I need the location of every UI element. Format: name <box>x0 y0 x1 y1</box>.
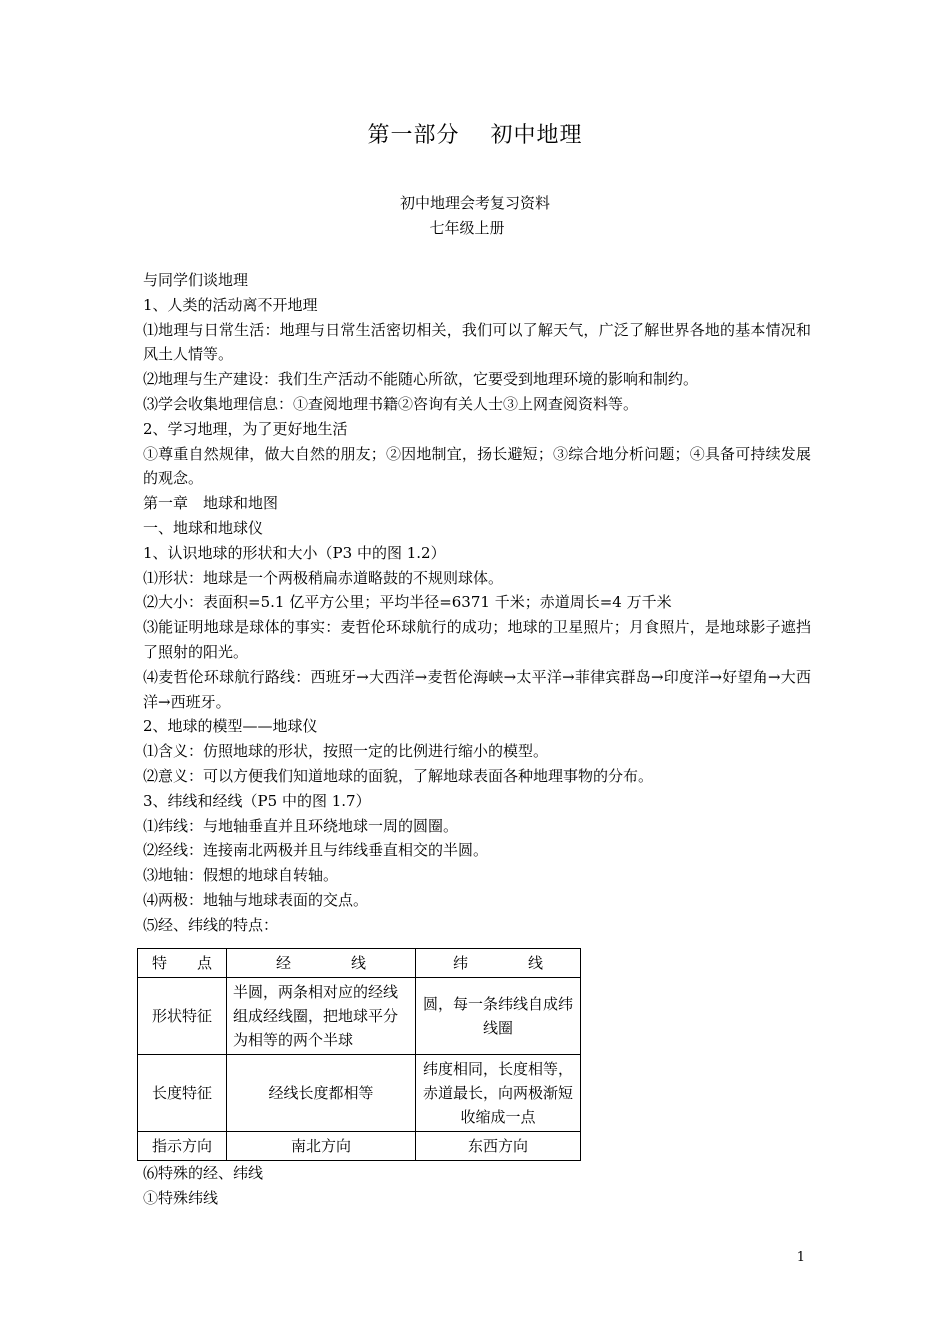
table-header-row <box>138 949 581 978</box>
feature-table <box>137 948 581 1161</box>
table-header-cell: 纬 线 <box>416 949 581 978</box>
table-header-cell: 经 线 <box>227 949 416 978</box>
table-cell: 圆，每一条纬线自成纬线圈 <box>416 978 581 1055</box>
after-table-text <box>143 1161 811 1211</box>
table-cell: 半圆，两条相对应的经线组成经线圈，把地球平分为相等的两个半球 <box>227 978 416 1055</box>
table-cell: 南北方向 <box>227 1132 416 1161</box>
subheading: 1、人类的活动离不开地理 <box>143 295 318 314</box>
paragraph: ⑴形状：地球是一个两极稍扁赤道略鼓的不规则球体。 <box>143 568 504 587</box>
paragraph: ⑶地轴：假想的地球自转轴。 <box>143 866 339 885</box>
paragraph: ①特殊纬线 <box>143 1189 219 1207</box>
paragraph: ⑹特殊的经、纬线 <box>143 1164 264 1182</box>
page-number: 1 <box>796 1250 805 1265</box>
title-name: 初中地理 <box>490 123 583 148</box>
paragraph: ⑶学会收集地理信息：①查阅地理书籍②咨询有关人士③上网查阅资料等。 <box>143 394 639 413</box>
table-cell: 指示方向 <box>138 1132 227 1161</box>
table-cell: 形状特征 <box>138 978 227 1055</box>
paragraph: ⑴纬线：与地轴垂直并且环绕地球一周的圆圈。 <box>143 816 459 835</box>
table-cell: 长度特征 <box>138 1055 227 1132</box>
paragraph: ①尊重自然规律，做大自然的朋友；②因地制宜，扬长避短；③综合地分析问题；④具备可持续发展的观念。 <box>143 444 811 488</box>
subheading: 2、学习地理，为了更好地生活 <box>143 419 348 438</box>
subheading: 3、纬线和经线（P5 中的图 1.7） <box>143 791 371 810</box>
paragraph: ⑸经、纬线的特点： <box>143 915 279 934</box>
paragraph: ⑴地理与日常生活：地理与日常生活密切相关，我们可以了解天气，广泛了解世界各地的基本情况和风土人情等。 <box>143 320 811 364</box>
section-heading: 一、地球和地球仪 <box>143 518 264 537</box>
table-row <box>138 978 581 1055</box>
paragraph: ⑵经线：连接南北两极并且与纬线垂直相交的半圆。 <box>143 841 489 860</box>
table-header-cell: 特 点 <box>138 949 227 978</box>
paragraph: ⑷麦哲伦环球航行路线：西班牙→大西洋→麦哲伦海峡→太平洋→菲律宾群岛→印度洋→好望角→大西洋→西班牙。 <box>143 667 811 711</box>
subtitle-line2: 七年级上册 <box>429 219 505 237</box>
table-cell: 东西方向 <box>416 1132 581 1161</box>
subheading: 2、地球的模型——地球仪 <box>143 717 318 736</box>
paragraph: ⑵大小：表面积=5.1 亿平方公里；平均半径=6371 千米；赤道周长=4 万千米 <box>143 593 672 612</box>
subtitle-line1: 初中地理会考复习资料 <box>399 194 550 212</box>
paragraph: ⑵意义：可以方便我们知道地球的面貌，了解地球表面各种地理事物的分布。 <box>143 766 654 785</box>
table-row <box>138 1132 581 1161</box>
paragraph: ⑴含义：仿照地球的形状，按照一定的比例进行缩小的模型。 <box>143 742 549 761</box>
title-part: 第一部分 <box>367 123 460 148</box>
paragraph: ⑷两极：地轴与地球表面的交点。 <box>143 890 369 909</box>
table-row <box>138 1055 581 1132</box>
paragraph: ⑶能证明地球是球体的事实：麦哲伦环球航行的成功；地球的卫星照片；月食照片，是地球影子遮挡了照射的阳光。 <box>143 618 811 661</box>
subheading: 1、认识地球的形状和大小（P3 中的图 1.2） <box>143 543 446 562</box>
section-heading: 与同学们谈地理 <box>143 271 249 289</box>
table-cell: 经线长度都相等 <box>227 1055 416 1132</box>
table-cell: 纬度相同，长度相等，赤道最长，向两极渐短收缩成一点 <box>416 1055 581 1132</box>
chapter-heading: 第一章 地球和地图 <box>143 494 279 513</box>
paragraph: ⑵地理与生产建设：我们生产活动不能随心所欲，它要受到地理环境的影响和制约。 <box>143 370 699 389</box>
body-text <box>143 268 811 938</box>
page-title <box>0 118 950 149</box>
